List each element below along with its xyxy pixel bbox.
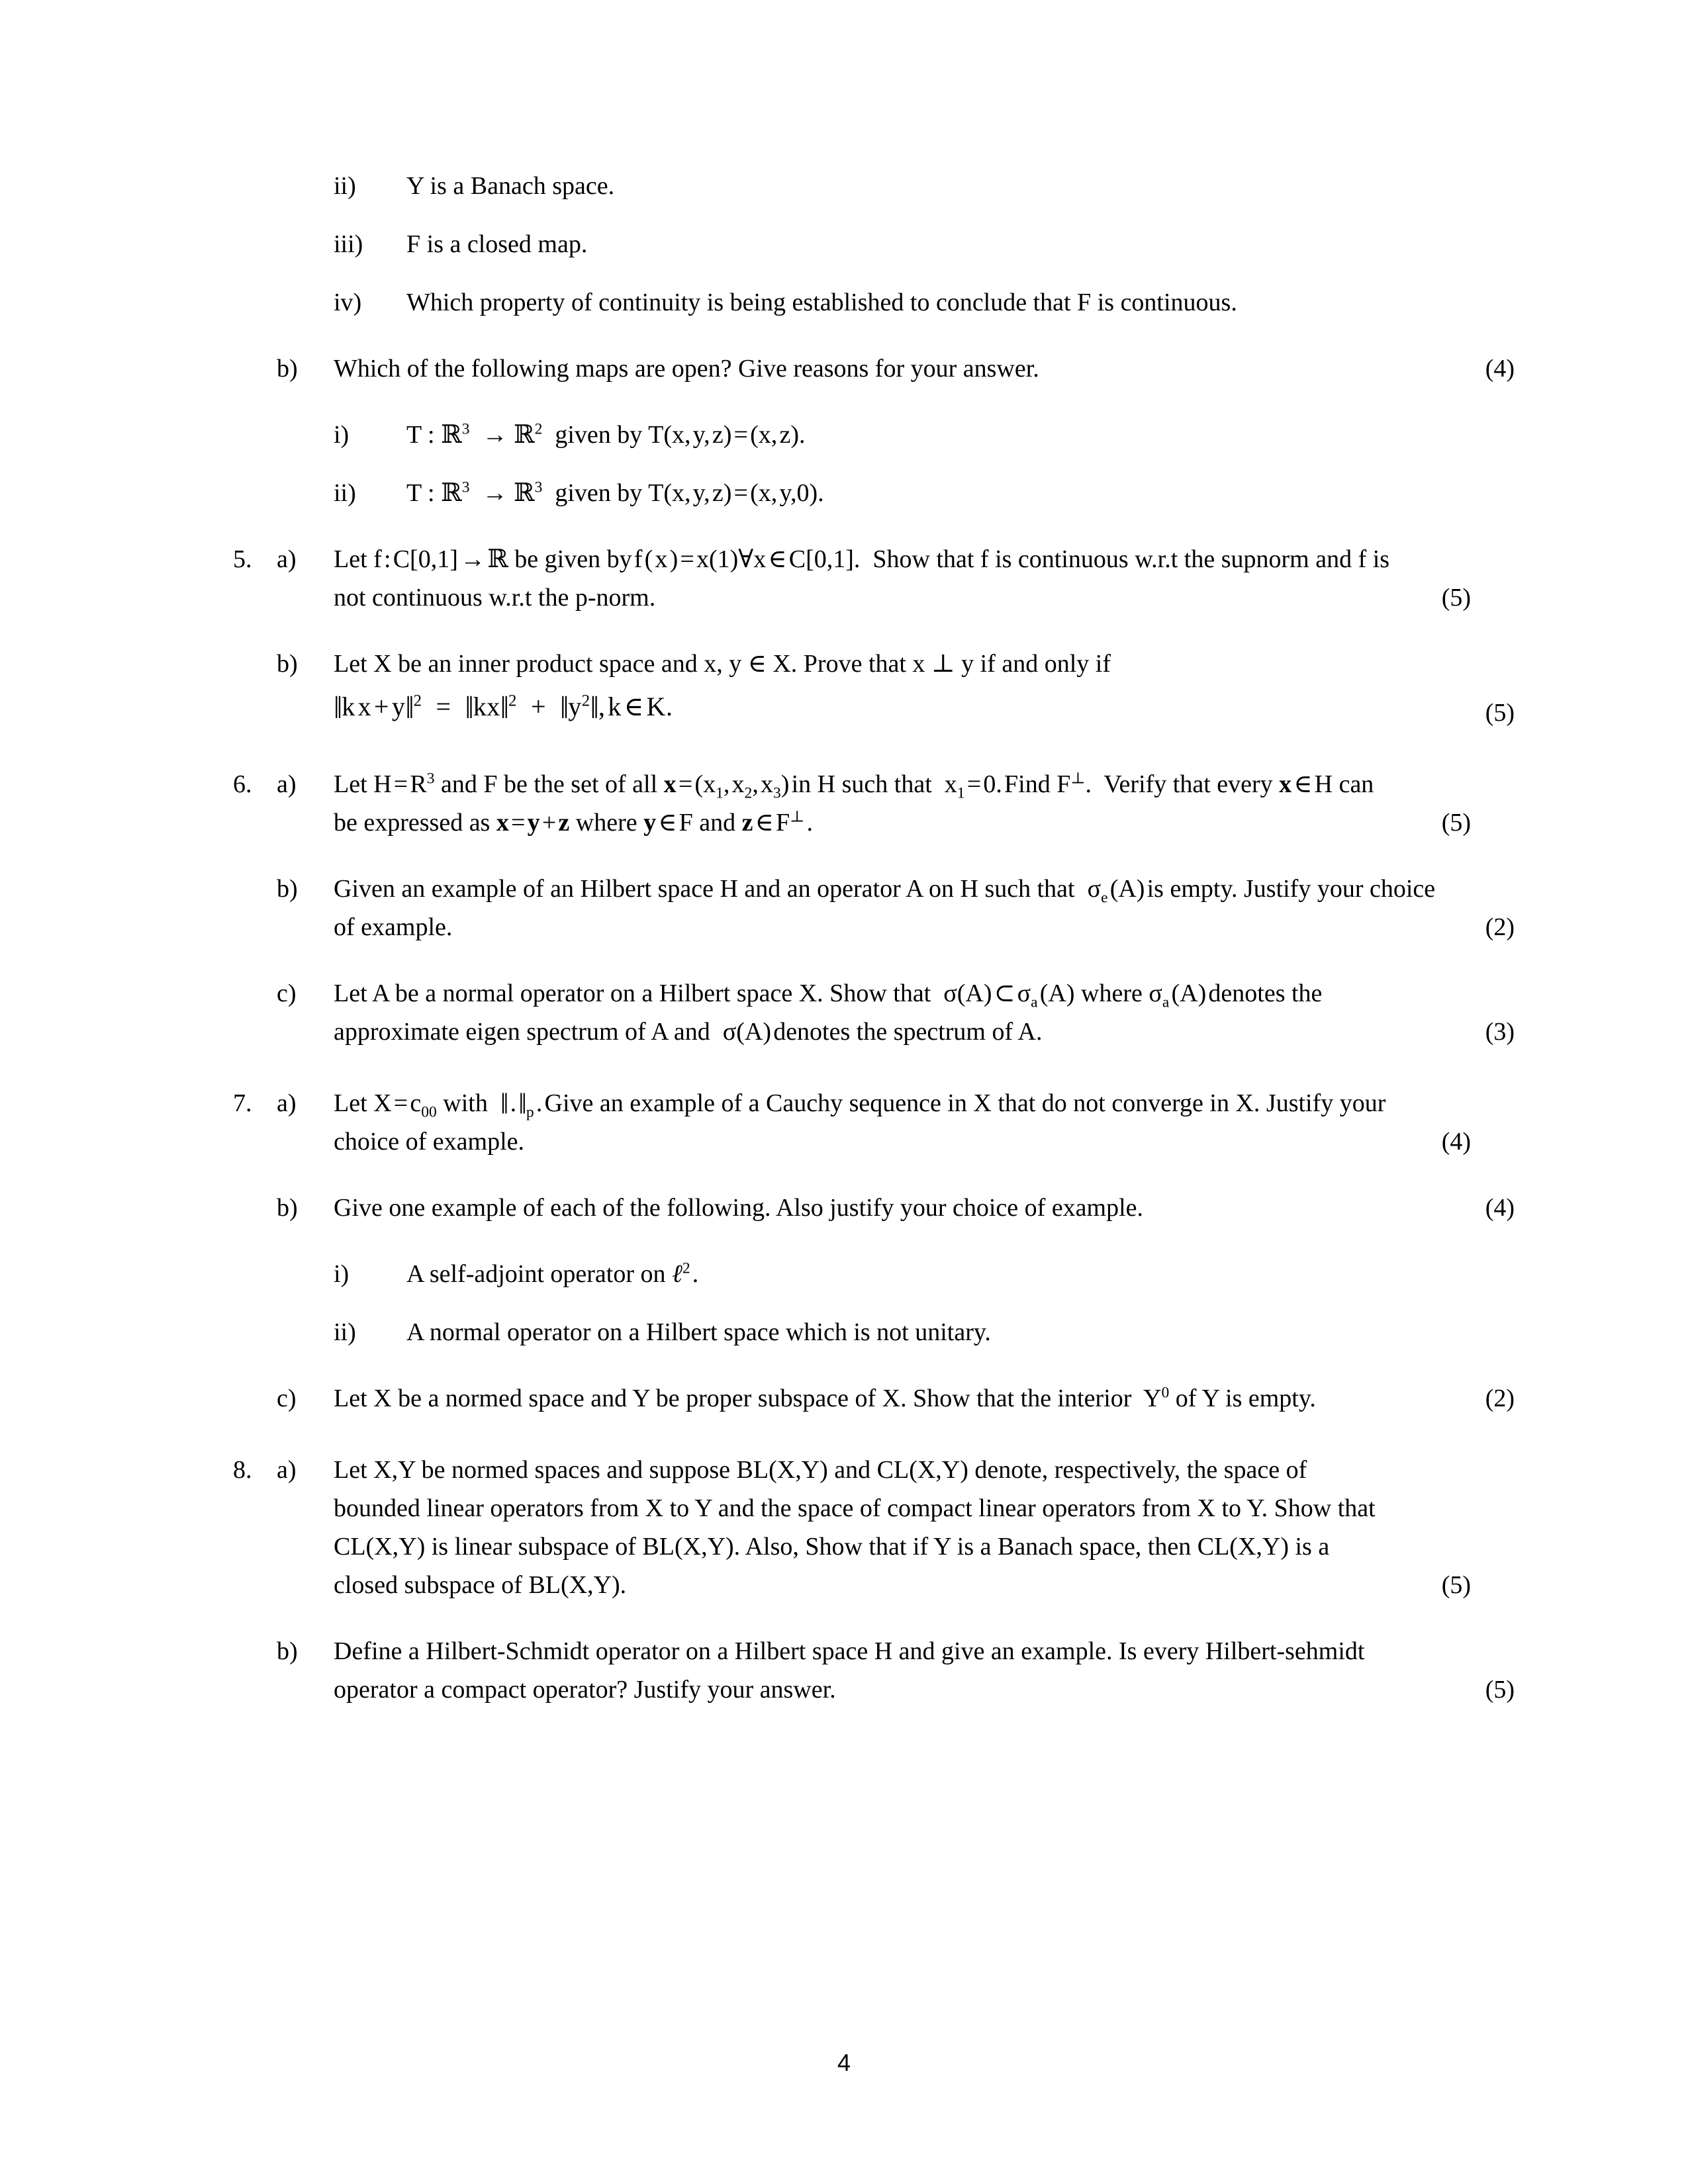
part-label: b) bbox=[277, 874, 298, 903]
question-5-a bbox=[233, 540, 1471, 617]
question-number: 7. bbox=[233, 1089, 252, 1117]
item-text: Y is a Banach space. bbox=[406, 172, 615, 200]
part-marks: (2) bbox=[1485, 913, 1515, 941]
part-label: c) bbox=[277, 979, 297, 1007]
question-7-b-item-i bbox=[334, 1255, 1571, 1293]
part-marks: (5) bbox=[1441, 1571, 1471, 1600]
part-text-line: Let X be an inner product space and x, y ∈ X. Prove that x ⊥ y if and only if bbox=[334, 650, 1111, 678]
question-4-item-iv bbox=[334, 283, 1571, 322]
question-number: 5. bbox=[233, 545, 252, 573]
part-label: a) bbox=[277, 1456, 297, 1484]
question-list bbox=[233, 167, 1515, 1709]
item-text: T : ℝ$^3$ → ℝ$^2$ given by T(x, y, z) = (x, z). bbox=[406, 420, 806, 449]
question-7-a bbox=[233, 1084, 1471, 1161]
question-number: 6. bbox=[233, 770, 252, 798]
part-marks: (5) bbox=[1485, 698, 1515, 727]
part-text: Define a Hilbert-Schmidt operator on a Hilbert space H and give an example. Is every Hilbert-sehmidt operator a compact operator? Justify your answer. bbox=[334, 1637, 1365, 1704]
page-number: 4 bbox=[837, 2049, 851, 2076]
part-marks: (4) bbox=[1485, 1194, 1515, 1222]
question-number: 8. bbox=[233, 1456, 252, 1484]
item-label: ii) bbox=[334, 172, 356, 200]
part-label: a) bbox=[277, 545, 297, 573]
question-6-c bbox=[277, 974, 1515, 1051]
question-4-item-iii bbox=[334, 225, 1571, 263]
part-marks: (4) bbox=[1441, 1128, 1471, 1156]
question-7-b-item-ii bbox=[334, 1313, 1571, 1351]
question-4-b bbox=[277, 349, 1515, 388]
question-4-b-item-ii bbox=[334, 474, 1571, 512]
item-text: T : ℝ$^3$ → ℝ$^3$ given by T(x, y, z) = (x, y,0). bbox=[406, 478, 824, 507]
question-8-b bbox=[277, 1632, 1515, 1709]
question-6-b bbox=[277, 870, 1515, 946]
part-marks: (5) bbox=[1441, 584, 1471, 612]
part-text: Which of the following maps are open? Give reasons for your answer. bbox=[334, 355, 1039, 383]
part-text: Let X = $c_{00}$ with ‖ . $‖_p$ . Give an example of a Cauchy sequence in X that do not converge in X. Justify your choice of example. bbox=[334, 1087, 1386, 1156]
part-marks: (5) bbox=[1441, 808, 1471, 837]
part-label: b) bbox=[277, 1194, 298, 1222]
question-6-a bbox=[233, 765, 1471, 842]
part-text: Let X be a normed space and Y be proper subspace of X. Show that the interior $Y^0$ of Y is empty. bbox=[334, 1384, 1316, 1413]
question-4-b-item-i bbox=[334, 416, 1571, 454]
part-label: c) bbox=[277, 1385, 297, 1413]
part-marks: (3) bbox=[1485, 1017, 1515, 1046]
item-text: A normal operator on a Hilbert space which is not unitary. bbox=[406, 1318, 991, 1347]
part-label: b) bbox=[277, 1637, 298, 1666]
part-label: b) bbox=[277, 650, 298, 678]
question-4-item-ii bbox=[334, 167, 1571, 205]
item-label: iii) bbox=[334, 230, 363, 258]
part-text: Given an example of an Hilbert space H and an operator A on H such that $\sigma_e$ (A) is empty. Justify your choice of example. bbox=[334, 874, 1436, 941]
item-text: F is a closed map. bbox=[406, 230, 588, 258]
part-text: Let H = $R^3$ and F be the set of all x = ($x_1$, $x_2$, $x_3$) in H such that $x_1$ = 0. Find F⊥. Verify that every x ∈ H can be expressed as x = y + z where y ∈ F and z ∈ F⊥ . bbox=[334, 770, 1374, 837]
part-equation: ‖k x + y‖$^2$ = ‖kx‖$^2$ + $‖y^2‖$, k ∈ K. bbox=[334, 690, 673, 725]
part-text: Give one example of each of the following. Also justify your choice of example. bbox=[334, 1194, 1144, 1222]
question-7-b bbox=[277, 1189, 1515, 1227]
question-8-a bbox=[233, 1451, 1471, 1604]
item-text: A self-adjoint operator on ℓ$^2$ . bbox=[406, 1259, 699, 1289]
item-label: iv) bbox=[334, 289, 362, 316]
item-text: Which property of continuity is being established to conclude that F is continuous. bbox=[406, 289, 1237, 316]
question-5-b bbox=[277, 645, 1515, 732]
part-label: b) bbox=[277, 355, 298, 383]
part-marks: (4) bbox=[1485, 355, 1515, 383]
part-marks: (5) bbox=[1485, 1676, 1515, 1704]
part-text: Let A be a normal operator on a Hilbert space X. Show that σ(A) ⊂ $\sigma_a$ (A) where $\sigma_a$ (A) denotes the approximate eigen spectrum of A and σ(A) denotes the spectrum of A. bbox=[334, 979, 1323, 1046]
part-text: Let f : C[0,1] → ℝ be given by f ( x ) = x(1)∀x ∈ C[0,1]. Show that f is continuous w.r.t the supnorm and f is not continuous w.r.t the p-norm. bbox=[334, 545, 1390, 612]
part-label: a) bbox=[277, 770, 297, 798]
item-label: i) bbox=[334, 421, 350, 449]
item-label: i) bbox=[334, 1260, 350, 1289]
part-text bbox=[334, 645, 1443, 732]
question-7-c bbox=[277, 1379, 1515, 1418]
part-text: Let X,Y be normed spaces and suppose BL(X,Y) and CL(X,Y) denote, respectively, the space of bounded linear operators from X to Y and the space of compact linear operators from X to Y. Show that CL(X,Y) is linear subspace of BL(X,Y). Also, Show that if Y is a Banach space, then CL(X,Y) is a closed subspace of BL(X,Y). bbox=[334, 1456, 1376, 1600]
part-marks: (2) bbox=[1485, 1385, 1515, 1413]
part-label: a) bbox=[277, 1089, 297, 1117]
item-label: ii) bbox=[334, 479, 356, 507]
item-label: ii) bbox=[334, 1318, 356, 1347]
